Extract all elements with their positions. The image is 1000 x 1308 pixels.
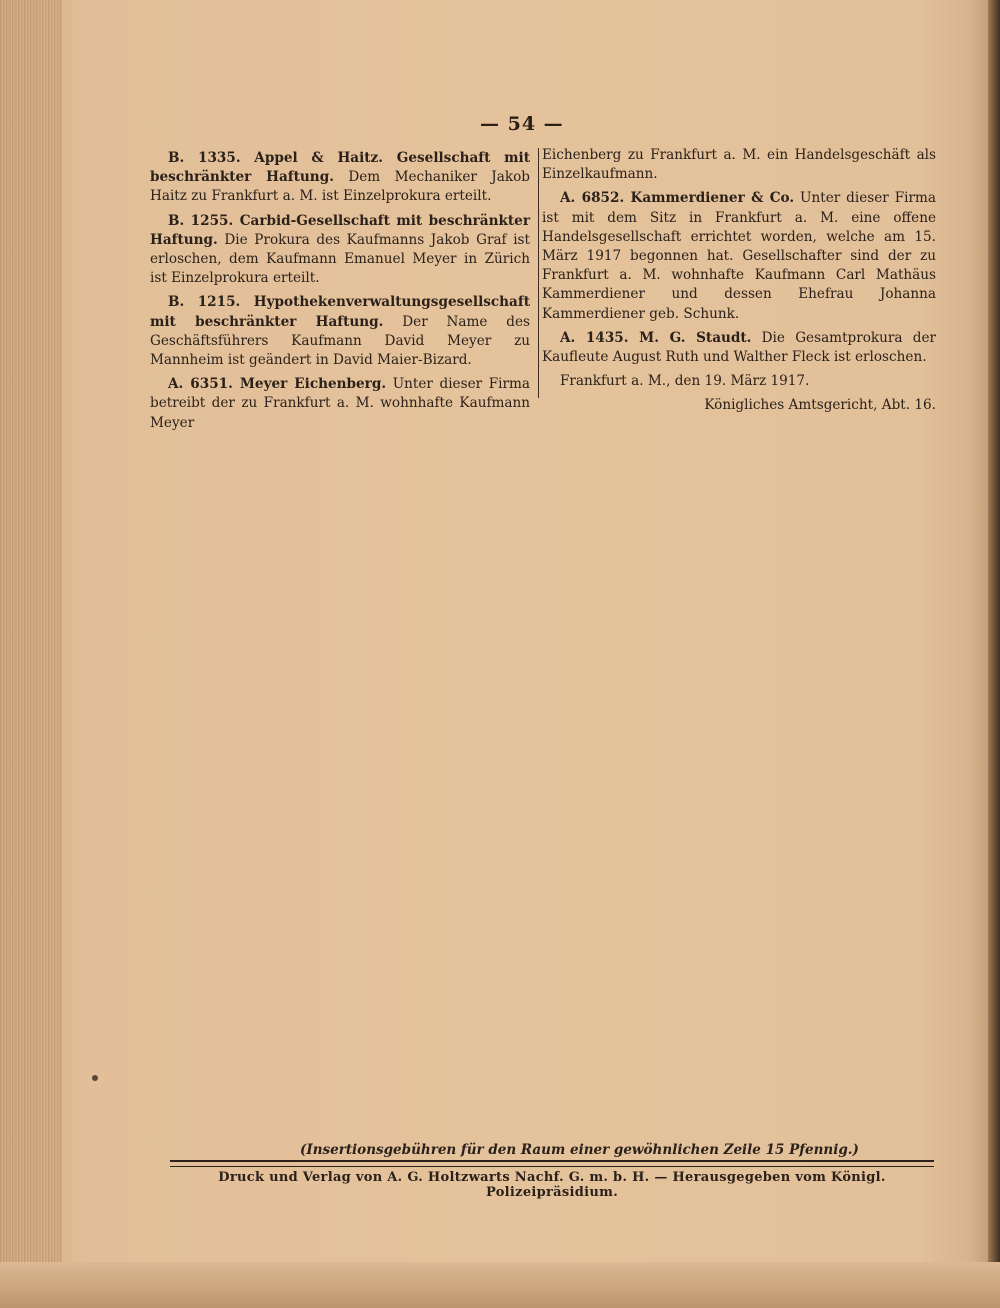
footer-rule — [170, 1160, 934, 1162]
binding-shadow — [988, 0, 1000, 1308]
entry-text: Unter dieser Firma ist mit dem Sitz in Frankfurt a. M. eine offene Handelsgesellschaft errichtet worden, welche am 15. März 1917 begonnen hat. Gesellschafter sind der zu Frankfurt a. M. wohnhafte Kaufmann Carl Mathäus Kammerdiener und dessen Ehefrau Johanna Kammerdiener geb. Schunk. — [542, 190, 936, 322]
page-number: — 54 — — [480, 113, 564, 135]
entry-lead: B. 1215. Hypothekenverwaltungsgesellschaft mit beschränkter Haftung. — [150, 294, 530, 330]
entry-lead: A. 6351. Meyer Eichenberg. — [168, 376, 387, 393]
insertion-fee-note: (Insertionsgebühren für den Raum einer gewöhnlichen Zeile 15 Pfennig.) — [300, 1142, 859, 1158]
right-column — [542, 146, 936, 421]
page-stack-edges — [0, 0, 62, 1308]
entry-text: Die Gesamtprokura der Kaufleute August Ruth und Walther Fleck ist erloschen. — [542, 329, 936, 366]
entry — [542, 189, 936, 323]
printer-imprint: Druck und Verlag von A. G. Holtzwarts Nachf. G. m. b. H. — Herausgegeben vom Königl. Polizeipräsidium. — [218, 1170, 886, 1200]
entry — [150, 149, 530, 207]
entry-lead: A. 6852. Kammerdiener & Co. — [560, 190, 795, 207]
entry-lead: A. 1435. M. G. Staudt. — [560, 329, 752, 346]
dateline: Frankfurt a. M., den 19. März 1917. — [560, 373, 810, 390]
entry-text: Unter dieser Firma betreibt der zu Frankfurt a. M. wohnhafte Kaufmann Meyer — [150, 376, 530, 431]
entry — [150, 293, 530, 370]
entry-text: Die Prokura des Kaufmanns Jakob Graf ist erloschen, dem Kaufmann Emanuel Meyer in Zürich ist Einzelprokura erteilt. — [150, 231, 530, 287]
entry — [150, 375, 530, 433]
entry-text: Dem Mechaniker Jakob Haitz zu Frankfurt a. M. ist Einzelprokura erteilt. — [150, 169, 530, 205]
continuation-text: Eichenberg zu Frankfurt a. M. ein Handelsgeschäft als Einzelkaufmann. — [542, 147, 936, 183]
left-column — [150, 149, 530, 438]
paper-speck — [92, 1075, 98, 1081]
column-divider — [538, 148, 539, 398]
footer-rule-thin — [170, 1166, 934, 1167]
entry — [542, 329, 936, 367]
entry — [150, 212, 530, 289]
page-bottom-edge — [0, 1262, 1000, 1308]
signature: Königliches Amtsgericht, Abt. 16. — [704, 397, 936, 414]
entry-lead: B. 1335. Appel & Haitz. Gesellschaft mit beschränkter Haftung. — [150, 150, 530, 186]
entry-text: Der Name des Geschäftsführers Kaufmann David Meyer zu Mannheim ist geändert in David Maier-Bizard. — [150, 313, 530, 369]
entry-lead: B. 1255. Carbid-Gesellschaft mit beschränkter Haftung. — [150, 212, 530, 248]
